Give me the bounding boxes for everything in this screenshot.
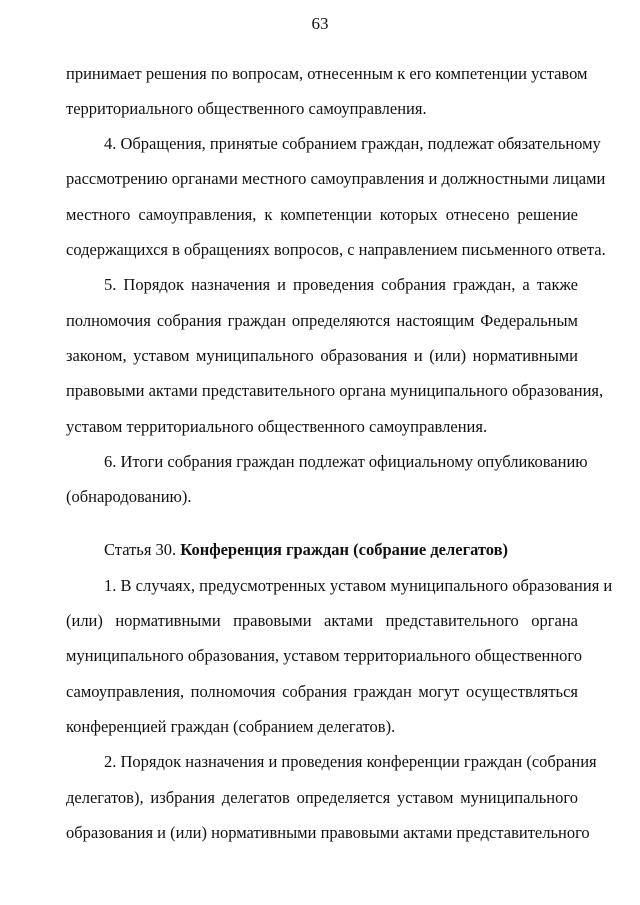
text-line: делегатов), избрания делегатов определяется уставом муниципального [66, 788, 578, 807]
text-line: самоуправления, полномочия собрания граждан могут осуществляться [66, 682, 578, 701]
text-line: 6. Итоги собрания граждан подлежат официальному опубликованию [104, 452, 588, 471]
text-line: правовыми актами представительного органа муниципального образования, [66, 381, 604, 400]
text-line: конференцией граждан (собранием делегатов). [66, 717, 396, 736]
text-line: принимает решения по вопросам, отнесенным к его компетенции уставом [66, 64, 588, 83]
text-line: территориального общественного самоуправления. [66, 99, 427, 118]
text-line: 4. Обращения, принятые собранием граждан, подлежат обязательному [104, 134, 601, 153]
text-line: законом, уставом муниципального образования и (или) нормативными [66, 346, 578, 365]
text-line: содержащихся в обращениях вопросов, с направлением письменного ответа. [66, 240, 606, 259]
text-line: образования и (или) нормативными правовыми актами представительного [66, 823, 590, 842]
text-line: уставом территориального общественного самоуправления. [66, 417, 488, 436]
text-line: полномочия собрания граждан определяются настоящим Федеральным [66, 311, 578, 330]
article-number: Статья 30. [104, 540, 181, 559]
article-heading [104, 540, 578, 560]
page-number: 63 [311, 14, 329, 33]
text-line: 2. Порядок назначения и проведения конференции граждан (собрания [104, 752, 597, 771]
text-line: (обнародованию). [66, 487, 192, 506]
text-line: (или) нормативными правовыми актами представительного органа [66, 611, 578, 630]
text-line: муниципального образования, уставом территориального общественного [66, 646, 583, 665]
text-line: местного самоуправления, к компетенции которых отнесено решение [66, 205, 578, 224]
text-line: 5. Порядок назначения и проведения собрания граждан, а также [104, 275, 578, 294]
text-line: 1. В случаях, предусмотренных уставом муниципального образования и [104, 576, 613, 595]
text-line: рассмотрению органами местного самоуправления и должностными лицами [66, 169, 606, 188]
article-title: Конференция граждан (собрание делегатов) [180, 540, 509, 559]
